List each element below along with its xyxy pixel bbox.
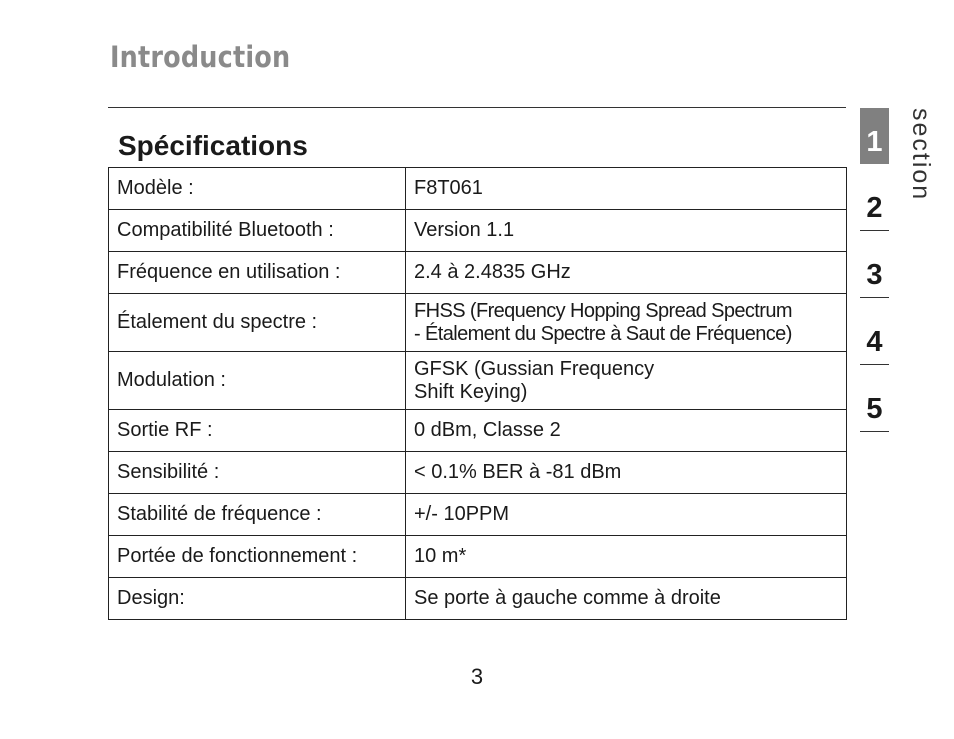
spec-value-line: 0 dBm, Classe 2: [414, 419, 561, 441]
spec-value-line: Se porte à gauche comme à droite: [414, 587, 721, 609]
spec-label: Design:: [109, 578, 406, 620]
table-row: [109, 536, 847, 578]
spec-value: [406, 294, 847, 352]
spec-value-line: F8T061: [414, 177, 483, 199]
section-tab-5[interactable]: [860, 376, 889, 432]
spec-label: Compatibilité Bluetooth :: [109, 210, 406, 252]
spec-value: [406, 536, 847, 578]
table-row: [109, 352, 847, 410]
spec-value-line: - Étalement du Spectre à Saut de Fréquence): [414, 322, 792, 345]
section-tabs: [860, 108, 889, 443]
spec-value: [406, 168, 847, 210]
spec-value: [406, 494, 847, 536]
spec-value: [406, 210, 847, 252]
section-side-label: section: [907, 108, 935, 202]
section-tab-4[interactable]: [860, 309, 889, 365]
section-tab-number: 3: [866, 259, 883, 291]
page-header-title: Introduction: [110, 40, 291, 74]
section-tab-3[interactable]: [860, 242, 889, 298]
spec-value-line: Version 1.1: [414, 219, 515, 241]
spec-label: Fréquence en utilisation :: [109, 252, 406, 294]
page-number: 3: [470, 664, 484, 689]
spec-value-line: Shift Keying): [414, 380, 528, 403]
spec-value: [406, 578, 847, 620]
spec-value-line: 10 m*: [414, 545, 467, 567]
table-row: [109, 494, 847, 536]
spec-value-line: FHSS (Frequency Hopping Spread Spectrum: [414, 299, 792, 322]
spec-label: Sortie RF :: [109, 410, 406, 452]
spec-label: Stabilité de fréquence :: [109, 494, 406, 536]
table-row: [109, 410, 847, 452]
section-tab-2[interactable]: [860, 175, 889, 231]
table-row: [109, 168, 847, 210]
table-row: [109, 294, 847, 352]
spec-label: Sensibilité :: [109, 452, 406, 494]
section-tab-number: 4: [866, 326, 883, 358]
spec-label: Modèle :: [109, 168, 406, 210]
section-tab-number: 2: [866, 192, 883, 224]
spec-value-line: +/- 10PPM: [414, 503, 510, 525]
spec-label: Portée de fonctionnement :: [109, 536, 406, 578]
header-divider: [108, 107, 846, 108]
section-tab-1[interactable]: [860, 108, 889, 164]
table-row: [109, 578, 847, 620]
spec-label: Étalement du spectre :: [109, 294, 406, 352]
spec-value-line: 2.4 à 2.4835 GHz: [414, 261, 571, 283]
spec-value: [406, 352, 847, 410]
specifications-table: [108, 167, 847, 620]
spec-value: [406, 452, 847, 494]
spec-value: [406, 252, 847, 294]
table-row: [109, 452, 847, 494]
section-heading: Spécifications: [118, 130, 308, 161]
spec-label: Modulation :: [109, 352, 406, 410]
spec-value-line: < 0.1% BER à -81 dBm: [414, 461, 622, 483]
table-row: [109, 252, 847, 294]
spec-value-line: GFSK (Gussian Frequency: [414, 357, 655, 380]
table-row: [109, 210, 847, 252]
section-tab-number: 1: [866, 126, 883, 158]
spec-value: [406, 410, 847, 452]
section-tab-number: 5: [866, 393, 883, 425]
